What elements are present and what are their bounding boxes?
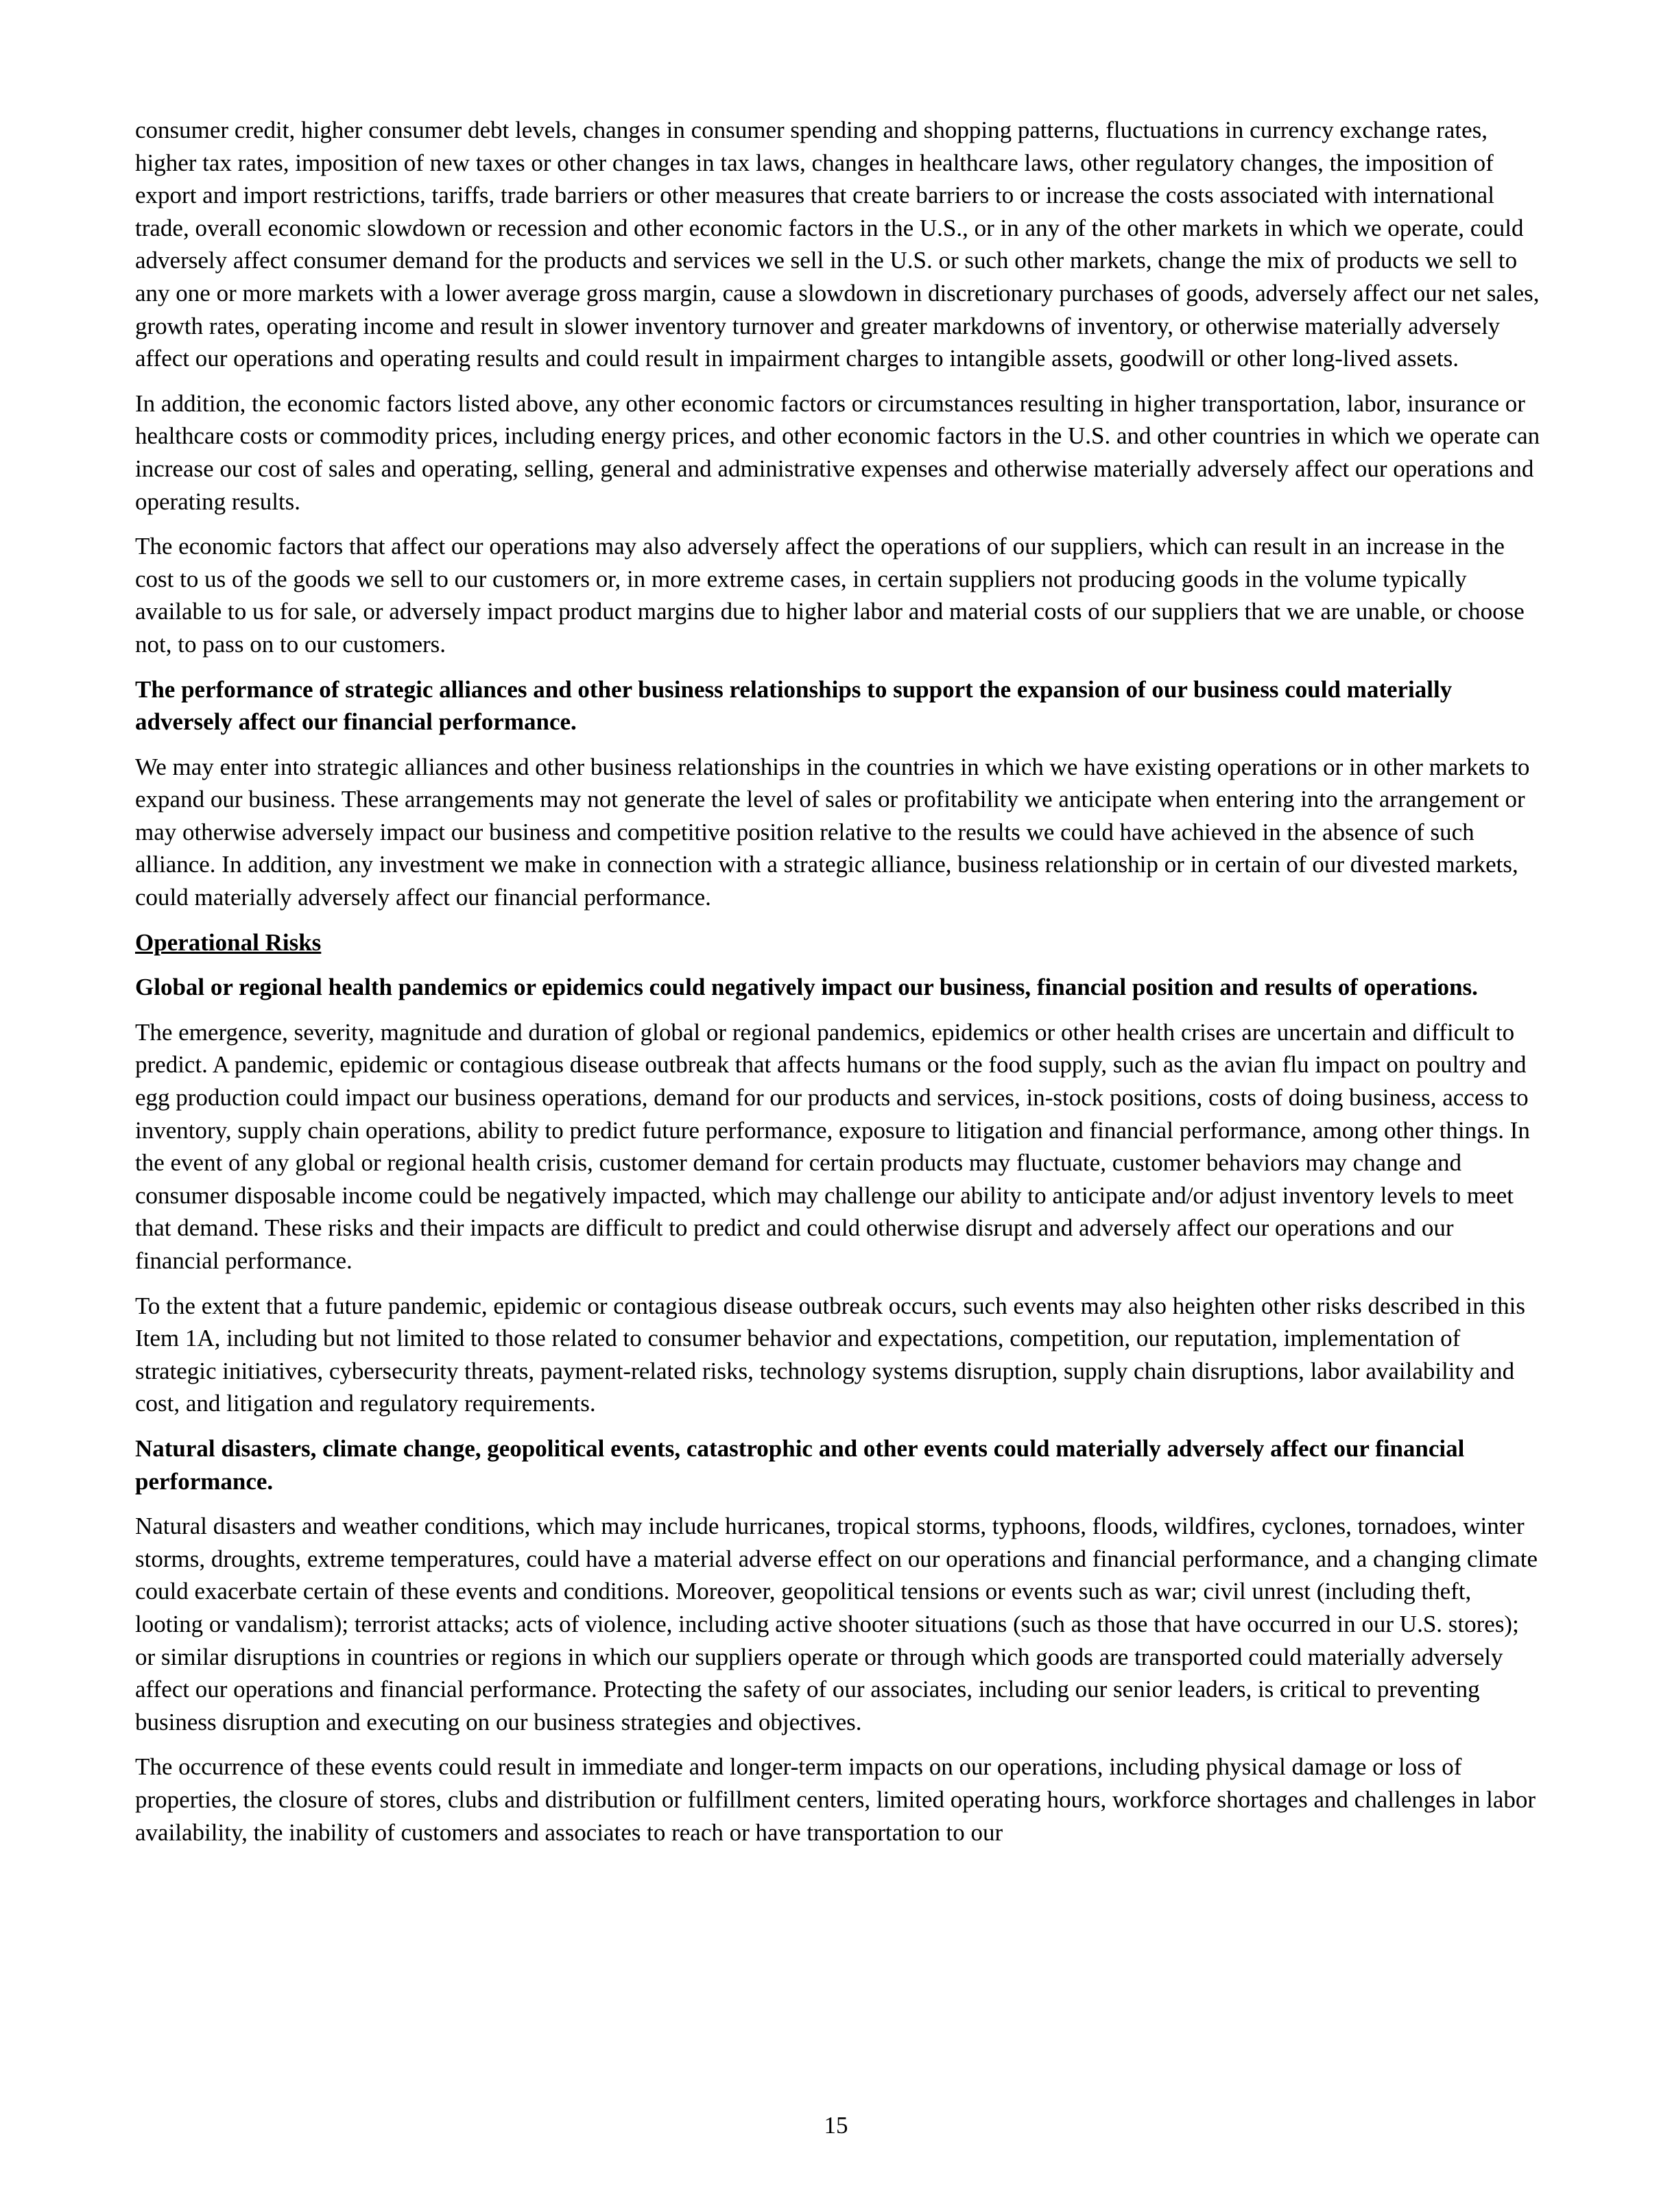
body-paragraph: The emergence, severity, magnitude and duration of global or regional pandemics, epidemics or other health crises are uncertain and difficult to predict. A pandemic, epidemic or contagious disease outbreak that affects humans or the food supply, such as the avian flu impact on poultry and egg production could impact our business operations, demand for our products and services, in-stock positions, costs of doing business, access to inventory, supply chain operations, ability to predict future performance, exposure to litigation and financial performance, among other things. In the event of any global or regional health crisis, customer demand for certain products may fluctuate, customer behaviors may change and consumer disposable income could be negatively impacted, which may challenge our ability to anticipate and/or adjust inventory levels to meet that demand. These risks and their impacts are difficult to predict and could otherwise disrupt and adversely affect our operations and our financial performance.	[135, 1018, 1530, 1274]
risk-heading: Natural disasters, climate change, geopolitical events, catastrophic and other events could materially adversely affect our financial performance.	[135, 1434, 1465, 1495]
body-paragraph: We may enter into strategic alliances and other business relationships in the countries in which we have existing operations or in other markets to expand our business. These arrangements may not generate the level of sales or profitability we anticipate when entering into the arrangement or may otherwise adversely impact our business and competitive position relative to the results we could have achieved in the absence of such alliance. In addition, any investment we make in connection with a strategic alliance, business relationship or in certain of our divested markets, could materially adversely affect our financial performance.	[135, 753, 1530, 911]
risk-heading: The performance of strategic alliances and other business relationships to support the expansion of our business could materially adversely affect our financial performance.	[135, 675, 1453, 736]
section-title: Operational Risks	[135, 928, 322, 956]
body-paragraph: Natural disasters and weather conditions, which may include hurricanes, tropical storms, typhoons, floods, wildfires, cyclones, tornadoes, winter storms, droughts, extreme temperatures, could have a material adverse effect on our operations and financial performance, and a changing climate could exacerbate certain of these events and conditions. Moreover, geopolitical tensions or events such as war; civil unrest (including theft, looting or vandalism); terrorist attacks; acts of violence, including active shooter situations (such as those that have occurred in our U.S. stores); or similar disruptions in countries or regions in which our suppliers operate or through which goods are transported could materially adversely affect our operations and financial performance. Protecting the safety of our associates, including our senior leaders, is critical to preventing business disruption and executing on our business strategies and objectives.	[135, 1513, 1538, 1735]
body-paragraph: The economic factors that affect our operations may also adversely affect the operations of our suppliers, which can result in an increase in the cost to us of the goods we sell to our customers or, in more extreme cases, in certain suppliers not producing goods in the volume typically available to us for sale, or adversely impact product margins due to higher labor and material costs of our suppliers that we are unable, or choose not, to pass on to our customers.	[135, 533, 1525, 658]
document-page	[135, 114, 1541, 1861]
body-paragraph: In addition, the economic factors listed above, any other economic factors or circumstances resulting in higher transportation, labor, insurance or healthcare costs or commodity prices, including energy prices, and other economic factors in the U.S. and other countries in which we operate can increase our cost of sales and operating, selling, general and administrative expenses and otherwise materially adversely affect our operations and operating results.	[135, 389, 1540, 515]
page-number: 15	[824, 2112, 848, 2139]
body-paragraph: consumer credit, higher consumer debt levels, changes in consumer spending and shopping patterns, fluctuations in currency exchange rates, higher tax rates, imposition of new taxes or other changes in tax laws, changes in healthcare laws, other regulatory changes, the imposition of export and import restrictions, tariffs, trade barriers or other measures that create barriers to or increase the costs associated with international trade, overall economic slowdown or recession and other economic factors in the U.S., or in any of the other markets in which we operate, could adversely affect consumer demand for the products and services we sell in the U.S. or such other markets, change the mix of products we sell to any one or more markets with a lower average gross margin, cause a slowdown in discretionary purchases of goods, adversely affect our net sales, growth rates, operating income and result in slower inventory turnover and greater markdowns of inventory, or otherwise materially adversely affect our operations and operating results and could result in impairment charges to intangible assets, goodwill or other long-lived assets.	[135, 117, 1540, 372]
risk-heading: Global or regional health pandemics or epidemics could negatively impact our business, financial position and results of operations.	[135, 974, 1478, 1001]
body-paragraph: The occurrence of these events could result in immediate and longer-term impacts on our operations, including physical damage or loss of properties, the closure of stores, clubs and distribution or fulfillment centers, limited operating hours, workforce shortages and challenges in labor availability, the inability of customers and associates to reach or have transportation to our	[135, 1753, 1536, 1846]
body-paragraph: To the extent that a future pandemic, epidemic or contagious disease outbreak occurs, such events may also heighten other risks described in this Item 1A, including but not limited to those related to consumer behavior and expectations, competition, our reputation, implementation of strategic initiatives, cybersecurity threats, payment-related risks, technology systems disruption, supply chain disruptions, labor availability and cost, and litigation and regulatory requirements.	[135, 1292, 1525, 1417]
